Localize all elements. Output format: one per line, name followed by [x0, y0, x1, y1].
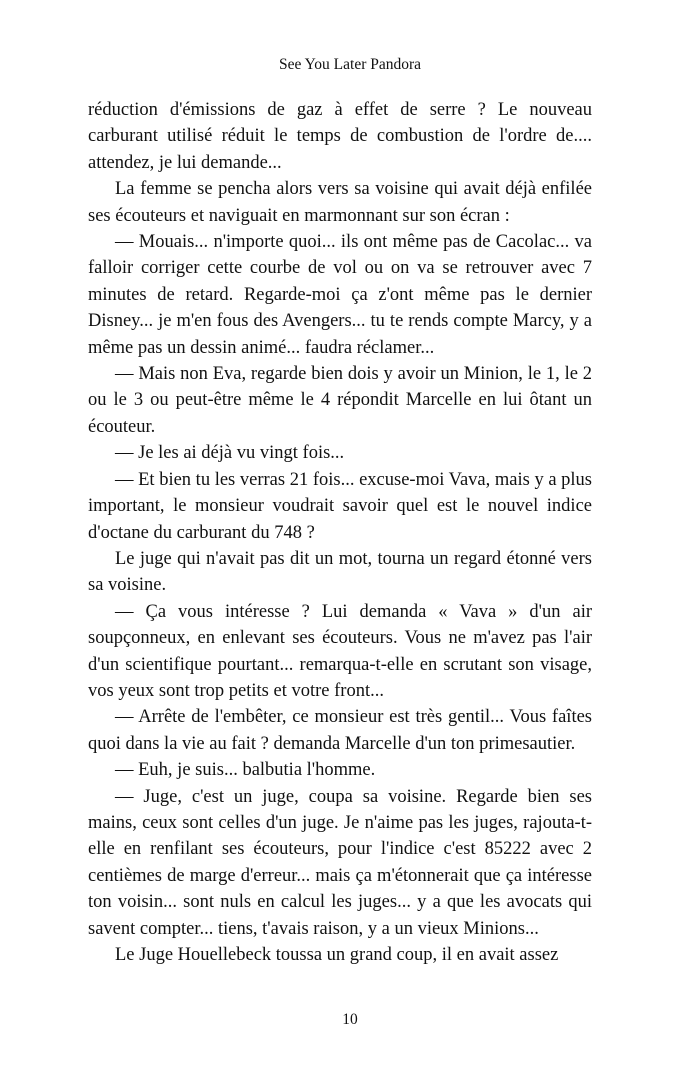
- paragraph: — Ça vous intéresse ? Lui demanda « Vava » d'un air soupçonneux, en enlevant ses écouteurs. Vous ne m'avez pas l'air d'un scientifique pourtant... remarqua-t-elle en scrutant son visage, vos yeux sont trop petits et votre front...: [88, 601, 592, 701]
- paragraph: — Mais non Eva, regarde bien dois y avoir un Minion, le 1, le 2 ou le 3 ou peut-être même le 4 répondit Marcelle en lui ôtant un écouteur.: [88, 364, 592, 437]
- paragraph: — Arrête de l'embêter, ce monsieur est très gentil... Vous faîtes quoi dans la vie au fait ? demanda Marcelle d'un ton primesautier.: [88, 707, 592, 754]
- paragraph: réduction d'émissions de gaz à effet de serre ? Le nouveau carburant utilisé réduit le temps de combustion de l'ordre de.... attendez, je lui demande...: [88, 100, 592, 173]
- paragraph: — Et bien tu les verras 21 fois... excuse-moi Vava, mais y a plus important, le monsieur voudrait savoir quel est le nouvel indice d'octane du carburant du 748 ?: [88, 469, 592, 543]
- paragraph: Le Juge Houellebeck toussa un grand coup, il en avait assez: [115, 945, 559, 965]
- paragraph: Le juge qui n'avait pas dit un mot, tourna un regard étonné vers sa voisine.: [88, 548, 592, 596]
- paragraph: — Euh, je suis... balbutia l'homme.: [115, 760, 376, 781]
- running-title: See You Later Pandora: [278, 56, 422, 73]
- paragraph: — Mouais... n'importe quoi... ils ont même pas de Cacolac... va falloir corriger cette courbe de vol ou on va se retrouver avec 7 minutes de retard. Regarde-moi ça z'ont même pas le dernier Disney... je m'en fous des Avengers... tu te rends compte Marcy, y a même pas un dessin animé... faudra réclamer...: [88, 232, 592, 358]
- page-body: [88, 97, 592, 968]
- page-number: 10: [342, 1011, 358, 1028]
- paragraph: — Je les ai déjà vu vingt fois...: [115, 443, 345, 464]
- paragraph: La femme se pencha alors vers sa voisine qui avait déjà enfilée ses écouteurs et naviguait en marmonnant sur son écran :: [88, 179, 592, 226]
- paragraph: — Juge, c'est un juge, coupa sa voisine. Regarde bien ses mains, ceux sont celles d'un juge. Je n'aime pas les juges, rajouta-t-elle en renfilant ses écouteurs, pour l'indice c'est 85222 avec 2 centièmes de marge d'erreur... mais ça m'étonnerait que ça intéresse ton voisin... sont nuls en calcul les juges... y a que les avocats qui savent compter... tiens, t'avais raison, y a un vieux Minions...: [88, 786, 592, 939]
